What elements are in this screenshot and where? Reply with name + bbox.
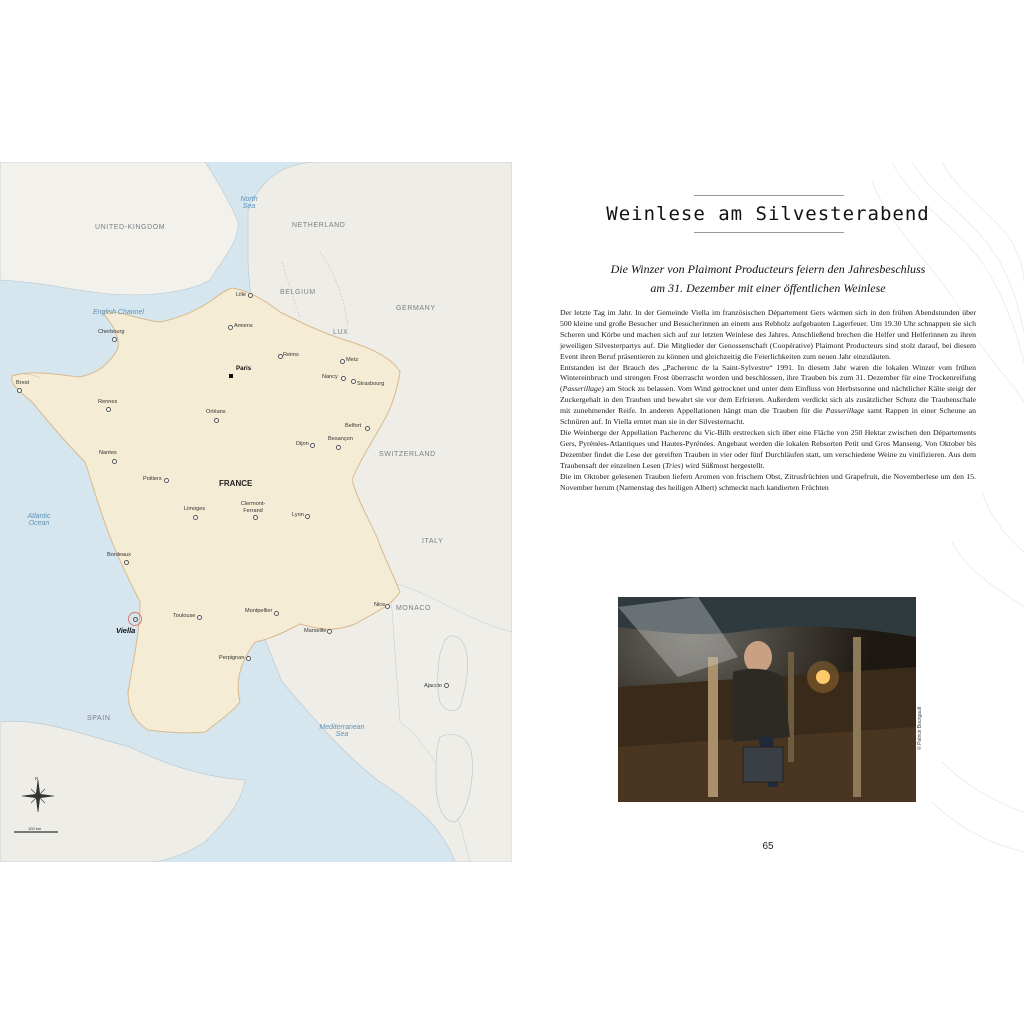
city-marker <box>278 354 283 359</box>
city-marker <box>327 629 332 634</box>
article-title: Weinlese am Silvesterabend <box>606 203 930 225</box>
city-marker <box>341 376 346 381</box>
capital-marker <box>229 374 233 378</box>
city-marker <box>112 459 117 464</box>
city-marker <box>197 615 202 620</box>
city-label: Besançon <box>328 436 353 442</box>
viella-label: Viella <box>116 626 136 635</box>
city-label: Montpellier <box>245 608 273 614</box>
country-label: MONACO <box>396 605 432 612</box>
paragraph: Die Weinberge der Appellation Pacherenc du Vic-Bilh erstrecken sich über eine Fläche von 250 Hektar zwischen den Départements Gers, Pyrénées-Atlantiques und Hautes-Pyrénées. Angebaut werden die lokalen Rebsorten Petit und Gros Manseng. Von Oktober bis Dezember findet die Lese der gereiften Trauben in vier oder fünf Durchläufen statt, um verschiedene Weine zu vinifizieren. Aus dem Traubensaft der einzelnen Lesen (Tries) wird Süßmost hergestellt. <box>560 427 976 470</box>
city-marker <box>193 515 198 520</box>
title-rule-bottom <box>694 232 844 233</box>
city-label: Brest <box>16 380 30 386</box>
city-marker <box>164 478 169 483</box>
country-label-france: FRANCE <box>219 479 253 488</box>
article-page <box>512 162 1024 862</box>
city-marker <box>351 379 356 384</box>
paragraph: Entstanden ist der Brauch des „Pacherenc de la Saint-Sylvestre“ 1991. In diesem Jahr waren die lokalen Winzer vom frühen Wintereinbruch und strengen Frost überrascht worden und beschlossen, ihre Trauben bis zum 31. Dezember für eine Trockenreifung (Passerillage) am Stock zu belassen. Vom Wind getrocknet und unter dem Einfluss von Herbstsonne und nächtlicher Kälte steigt der Zuckergehalt in den Trauben und bewahrt sie vor dem Erfrieren. Außerdem verdickt sich als zusätzlicher Schutz die Traubenschale mit zunehmender Reife. In anderen Appellationen hängt man die Trauben für die Passerillage samt Rappen in einer Scheune an Schnüren auf. In Viella erntet man sie in der Silvesternacht. <box>560 362 976 427</box>
city-marker <box>106 407 111 412</box>
city-label: Toulouse <box>173 613 196 619</box>
article-subtitle <box>582 260 954 298</box>
city-label: Ajaccio <box>424 683 443 689</box>
scale-label: 100 km <box>28 826 42 831</box>
city-label: Rennes <box>98 399 118 405</box>
harvest-photo <box>618 597 916 802</box>
compass-north-label: N <box>35 776 39 781</box>
city-label: Dijon <box>296 441 309 447</box>
city-marker <box>124 560 129 565</box>
city-label: Amiens <box>234 323 253 329</box>
page-number: 65 <box>762 841 774 852</box>
city-label: Orléans <box>206 409 226 415</box>
sea-label: Mediterranean Sea <box>319 724 365 738</box>
city-marker <box>310 443 315 448</box>
subtitle-line: Die Winzer von Plaimont Producteurs feiern den Jahresbeschluss <box>610 262 926 276</box>
sea-label: North Sea <box>240 196 258 210</box>
sea-label: Atlantic Ocean <box>27 513 51 527</box>
city-marker <box>444 683 449 688</box>
title-rule-top <box>694 195 844 196</box>
country-label: SPAIN <box>87 715 111 722</box>
city-label: Reims <box>283 352 299 358</box>
city-marker <box>305 514 310 519</box>
paragraph: Der letzte Tag im Jahr. In der Gemeinde Viella im französischen Département Gers wärmen sich in den frühen Abendstunden über 500 kleine und große Besucher und Besucherinnen an einem aus Rebholz aufgebauten Lagerfeuer. Um 19.30 Uhr schnappen sie sich Scheren und Körbe und machen sich auf zur letzten Weinlese des Jahres. Anschließend brechen die Helfer und Helferinnen zu ihren jeweiligen Silvesterpartys auf. Die Mitglieder der Genossenschaft (Coopérative) Plaimont Producteurs sind stolz darauf, bei diesem Event ihren Beruf präsentieren zu können und gleichzeitig die Feierlichkeiten zum neuen Jahr einzuläuten. <box>560 308 976 361</box>
article-body <box>560 308 976 493</box>
country-label: NETHERLAND <box>292 222 346 229</box>
map-page <box>0 162 512 862</box>
city-label: Lyon <box>292 512 304 518</box>
city-marker <box>274 611 279 616</box>
capital-label: Paris <box>236 365 252 372</box>
city-label: Poitiers <box>143 476 162 482</box>
city-label: Belfort <box>345 423 362 429</box>
city-label: Lille <box>236 292 246 298</box>
city-label: Perpignan <box>219 655 245 661</box>
city-marker <box>214 418 219 423</box>
paragraph: Die im Oktober gelesenen Trauben liefern Aromen von frischem Obst, Zitrusfrüchten und Grapefruit, die Novemberlese um den 15. November herum (Namenstag des heiligen Albert) schmeckt nach kandierten Früchten <box>560 471 976 492</box>
city-label: Strasbourg <box>357 381 385 387</box>
subtitle-line: am 31. Dezember mit einer öffentlichen Weinlese <box>650 281 886 295</box>
city-label: Bordeaux <box>107 552 131 558</box>
photo-credit: © Patrick Bourgault <box>917 706 923 750</box>
city-label: Nantes <box>99 450 117 456</box>
city-label: Cherbourg <box>98 329 125 335</box>
viella-marker-dot <box>133 617 138 622</box>
country-label: GERMANY <box>396 305 436 312</box>
city-label: Nice <box>374 602 386 608</box>
city-marker <box>336 445 341 450</box>
city-label: Marseille <box>304 628 327 634</box>
country-label: UNITED-KINGDOM <box>95 224 166 231</box>
city-label: Nancy <box>322 374 338 380</box>
country-label: SWITZERLAND <box>379 451 436 458</box>
sea-label: English Channel <box>93 309 144 316</box>
country-label: ITALY <box>422 538 444 545</box>
book-spread <box>0 162 1024 862</box>
country-label: BELGIUM <box>280 289 316 296</box>
city-label: Clermont-Ferrand <box>240 501 266 514</box>
country-label: LUX <box>333 329 349 336</box>
city-label: Metz <box>346 357 359 363</box>
city-marker <box>17 388 22 393</box>
city-marker <box>385 604 390 609</box>
city-label: Limoges <box>184 506 206 512</box>
city-marker <box>365 426 370 431</box>
city-marker <box>246 656 251 661</box>
city-marker <box>253 515 258 520</box>
city-marker <box>248 293 253 298</box>
city-marker <box>228 325 233 330</box>
city-marker <box>112 337 117 342</box>
photo-graphic <box>618 597 916 802</box>
city-marker <box>340 359 345 364</box>
